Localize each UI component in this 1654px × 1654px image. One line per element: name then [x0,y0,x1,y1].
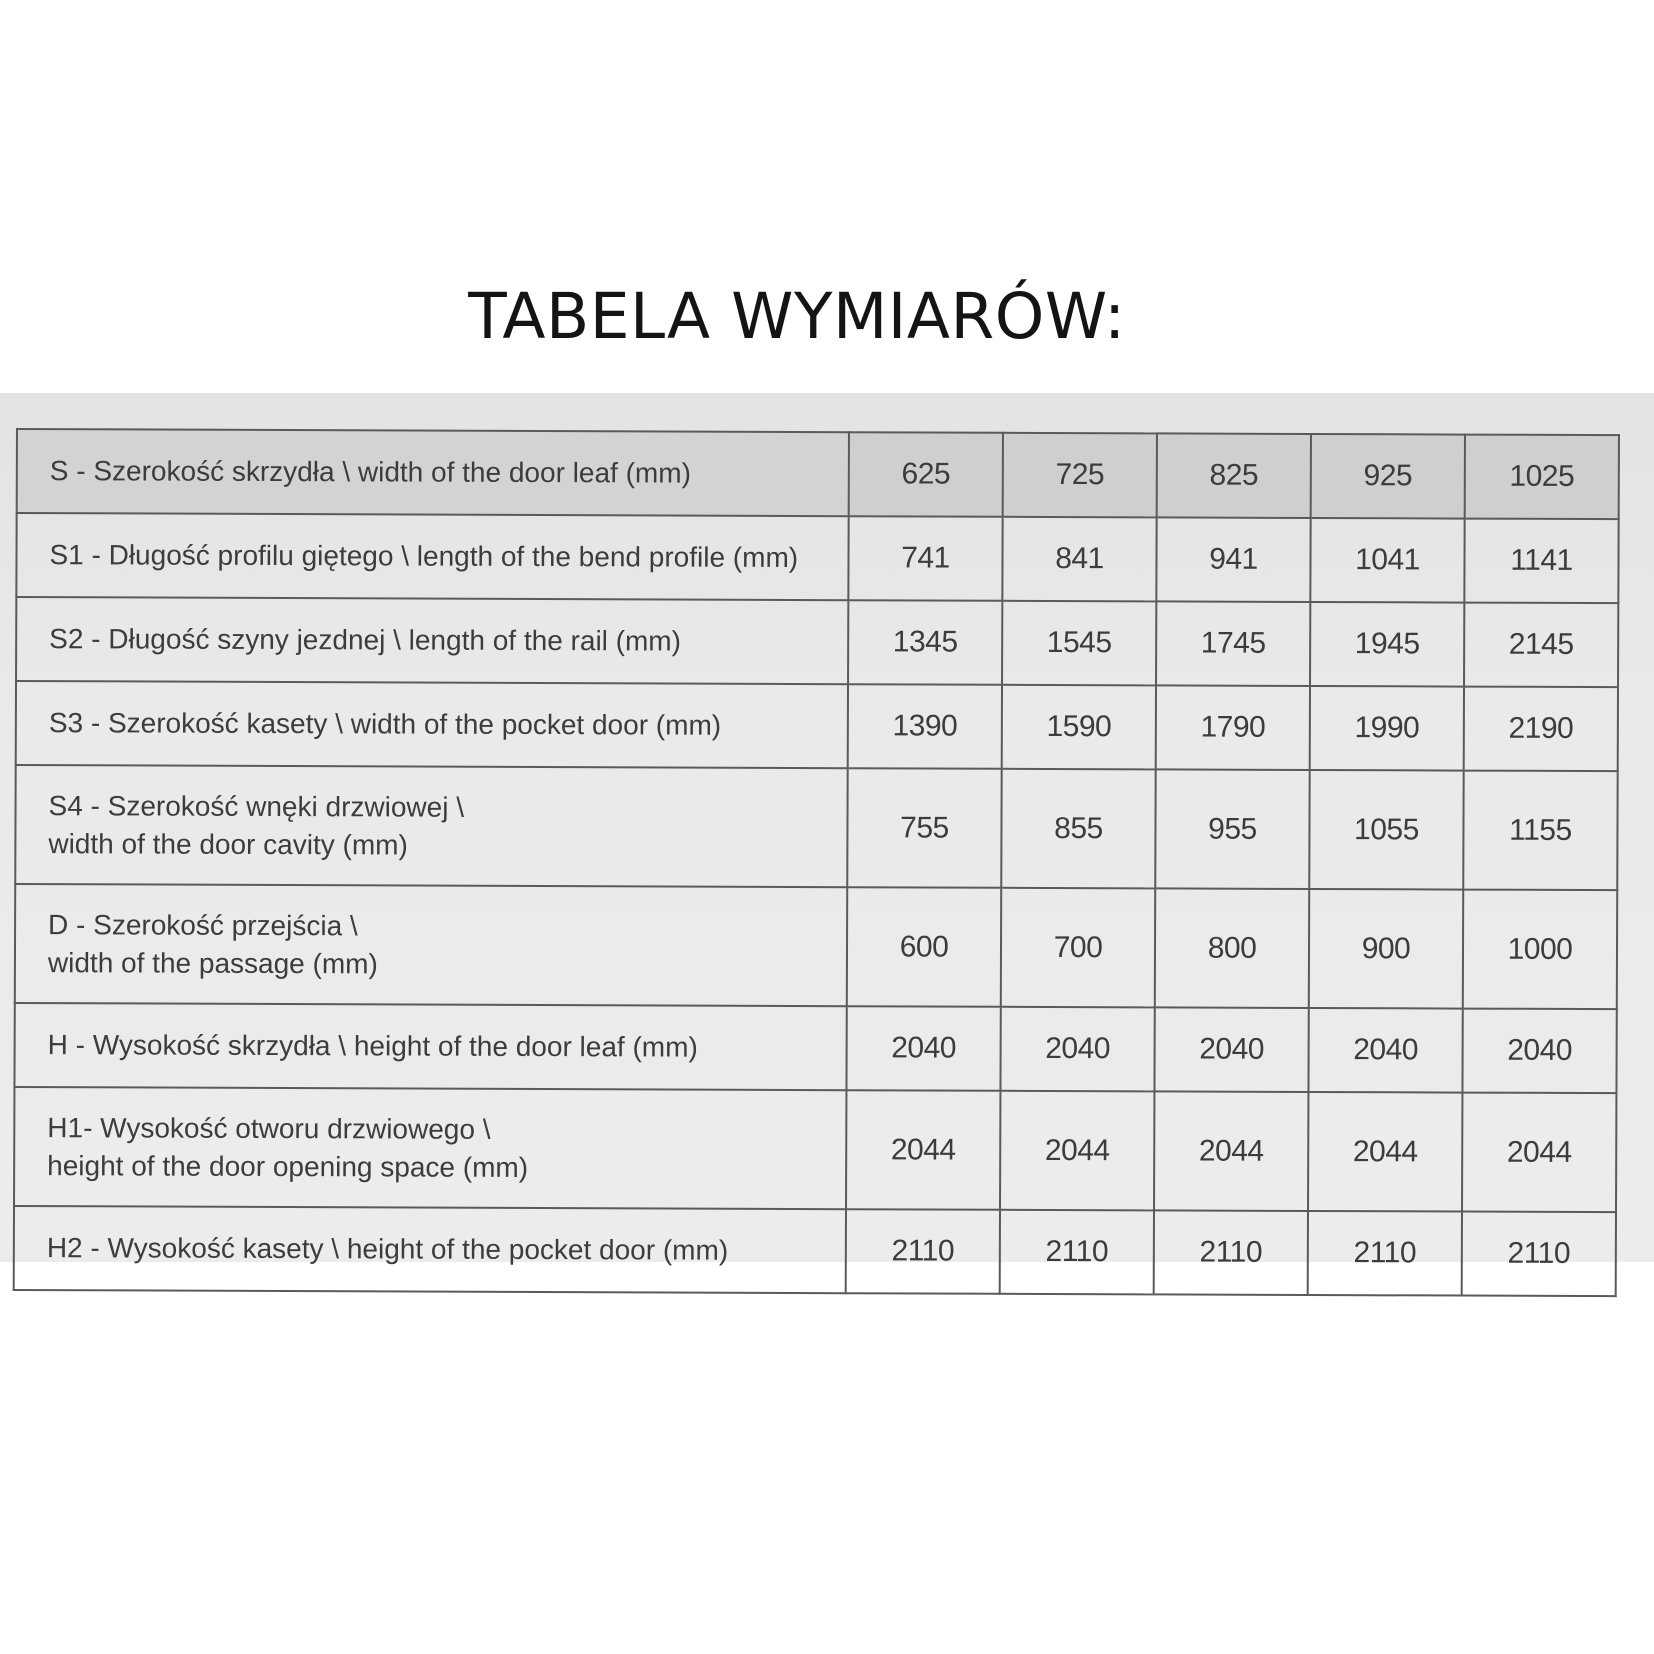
table-cell: 1990 [1310,686,1464,771]
table-cell: 1590 [1002,685,1156,770]
table-cell: 1945 [1310,602,1464,687]
table-cell: 2040 [1154,1007,1308,1092]
table-cell: 2110 [1000,1210,1154,1295]
header-cell: 1025 [1465,435,1619,520]
header-cell: 625 [849,432,1003,517]
table-cell: 955 [1155,769,1309,889]
table-cell: 1000 [1463,890,1617,1010]
header-cell: 925 [1311,434,1465,519]
table-cell: 1545 [1002,601,1156,686]
table-cell: 2040 [1308,1008,1462,1093]
table-cell: 1745 [1156,601,1310,686]
header-cell: 825 [1157,433,1311,518]
row-label: D - Szerokość przejścia \ width of the passage (mm) [15,884,847,1006]
table-cell: 2110 [846,1209,1000,1294]
row-label: H - Wysokość skrzydła \ height of the door leaf (mm) [14,1003,846,1090]
row-label: S3 - Szerokość kasety \ width of the pocket door (mm) [16,681,848,768]
page-title: TABELA WYMIARÓW: [468,280,1126,353]
table-cell: 2190 [1464,687,1618,772]
row-label: S4 - Szerokość wnęki drzwiowej \ width of the door cavity (mm) [15,765,847,887]
table-cell: 800 [1155,888,1309,1008]
row-label: H2 - Wysokość kasety \ height of the pocket door (mm) [14,1206,846,1293]
table-cell: 900 [1309,889,1463,1009]
row-label: S2 - Długość szyny jezdnej \ length of the rail (mm) [16,597,848,684]
table-cell: 700 [1001,888,1155,1008]
table-row [15,884,1617,1009]
table-row [14,1206,1616,1296]
table-cell: 2040 [1000,1007,1154,1092]
table-cell: 1141 [1464,519,1618,604]
dimensions-table [13,428,1620,1297]
table-row [16,681,1618,771]
table-cell: 1390 [848,684,1002,769]
row-label: H1- Wysokość otworu drzwiowego \ height of the door opening space (mm) [14,1087,846,1209]
table-cell: 1041 [1310,518,1464,603]
table-cell: 1345 [848,600,1002,685]
table-header-row [17,429,1619,519]
table-row [16,513,1618,603]
table-row [15,765,1617,890]
table-cell: 2044 [1154,1091,1308,1211]
row-label: S - Szerokość skrzydła \ width of the door leaf (mm) [17,429,849,516]
table-cell: 2040 [1462,1009,1616,1094]
table-cell: 1155 [1463,771,1617,891]
table-cell: 2110 [1308,1211,1462,1296]
table-cell: 600 [847,887,1001,1007]
table-cell: 1055 [1309,770,1463,890]
table-cell: 1790 [1156,685,1310,770]
table-cell: 755 [847,768,1001,888]
table-cell: 741 [848,516,1002,601]
table-row [16,597,1618,687]
table-cell: 2044 [1462,1093,1616,1213]
table-cell: 2110 [1154,1210,1308,1295]
table-cell: 2044 [1000,1091,1154,1211]
header-cell: 725 [1003,433,1157,518]
table-cell: 841 [1002,517,1156,602]
table-cell: 2044 [846,1090,1000,1210]
table-cell: 2110 [1462,1212,1616,1297]
table-cell: 2145 [1464,603,1618,688]
table-cell: 855 [1001,769,1155,889]
table-row [14,1003,1616,1093]
table-cell: 2040 [846,1006,1000,1091]
table-cell: 941 [1156,517,1310,602]
row-label: S1 - Długość profilu giętego \ length of the bend profile (mm) [16,513,848,600]
table-row [14,1087,1616,1212]
table-cell: 2044 [1308,1092,1462,1212]
